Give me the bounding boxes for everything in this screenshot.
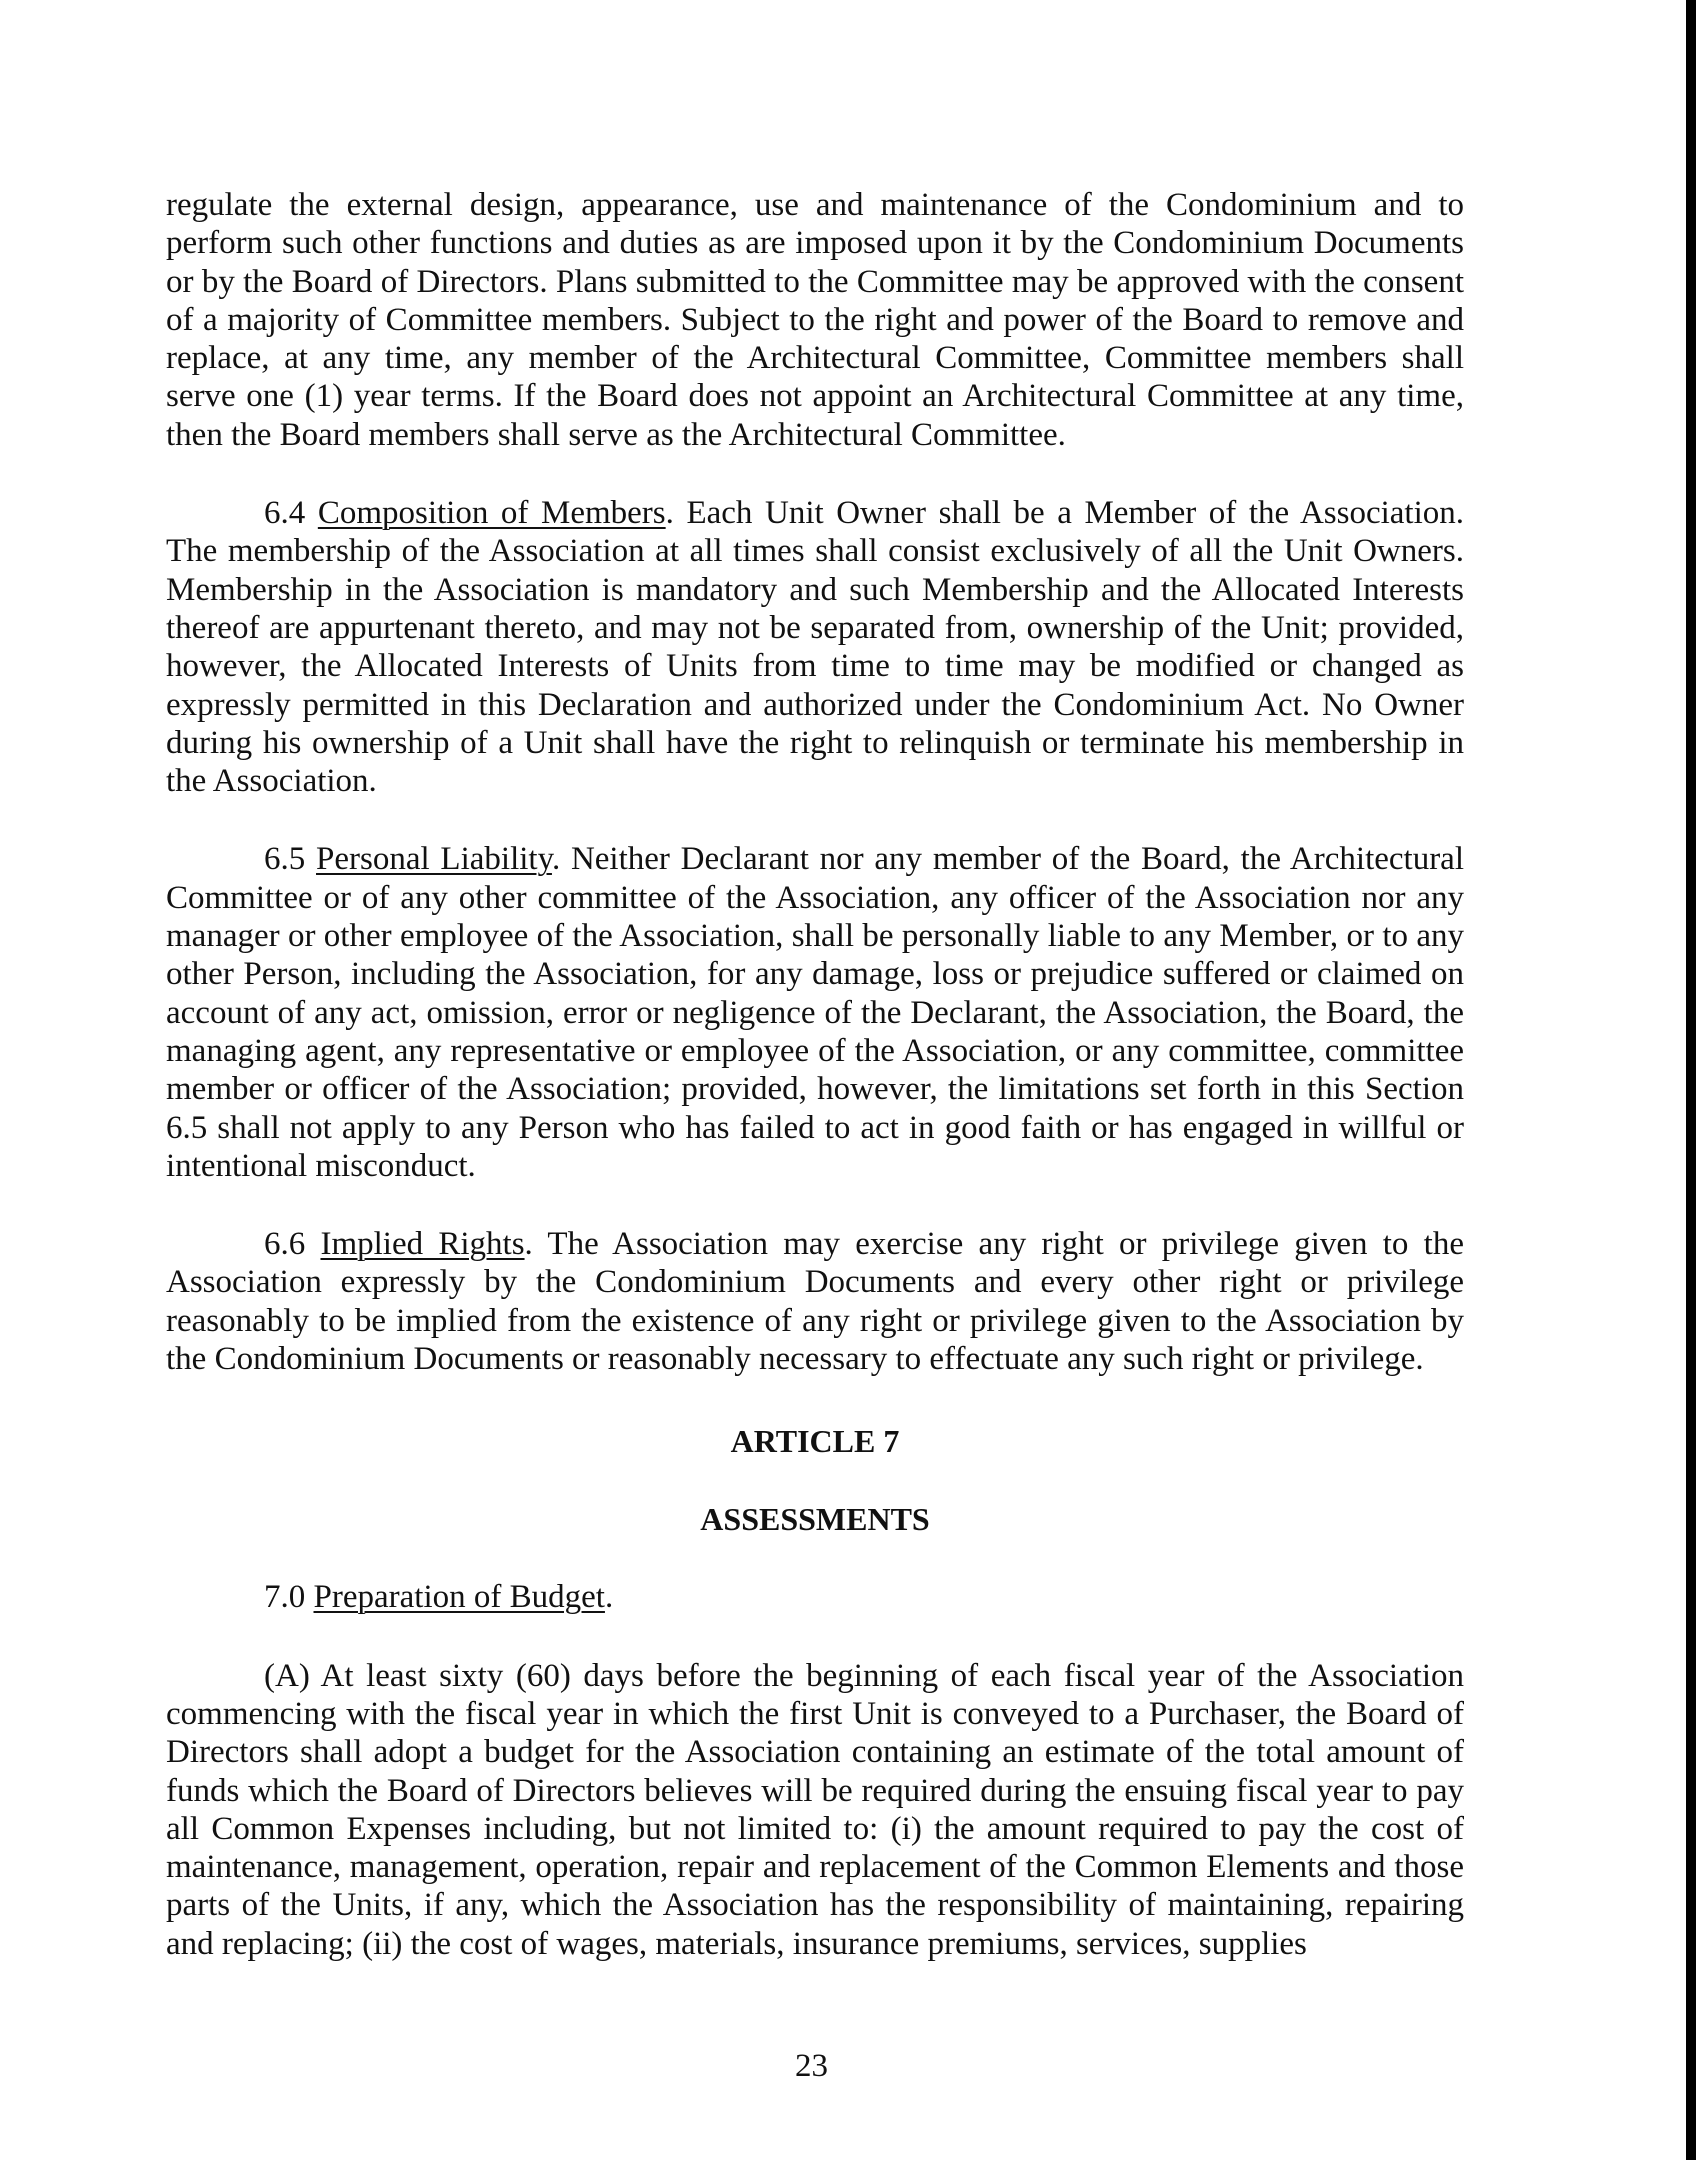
scan-edge-border: [1686, 0, 1696, 2160]
section-6-5-title: Personal Liability: [316, 841, 552, 878]
article-subheading: ASSESSMENTS: [700, 1501, 930, 1538]
section-6-5-number: 6.5: [264, 841, 306, 878]
page-number: 23: [795, 2048, 828, 2084]
article-heading: ARTICLE 7: [730, 1423, 900, 1460]
section-6-5-body: Neither Declarant nor any member of the Board, the Architectural Committee or of any other committee of the Association, any officer of the Association nor any manager or other employee of the Association, shall be personally liable to any Member, or to any other Person, including the Association, for any damage, loss or prejudice suffered or claimed on account of any act, omission, error or negligence of the Declarant, the Association, the Board, the managing agent, any representative or employee of the Association, or any committee, committee member or officer of the Association; provided, however, the limitations set forth in this Section 6.5 shall not apply to any Person who has failed to act in good faith or has engaged in willful or intentional misconduct.: [166, 841, 1465, 1184]
document-page: [166, 186, 1464, 1963]
section-6-6-number: 6.6: [264, 1226, 306, 1263]
continuation-paragraph: regulate the external design, appearance, use and maintenance of the Condominium and to perform such other functions and duties as are imposed upon it by the Condominium Documents or by the Board of Directors. Plans submitted to the Committee may be approved with the consent of a majority of Committee members. Subject to the right and power of the Board to remove and replace, at any time, any member of the Architectural Committee, Committee members shall serve one (1) year terms. If the Board does not appoint an Architectural Committee at any time, then the Board members shall serve as the Architectural Committee.: [166, 187, 1464, 453]
section-6-4-number: 6.4: [264, 495, 306, 532]
section-7-0-number: 7.0: [264, 1579, 306, 1616]
section-6-6-body: The Association may exercise any right or privilege given to the Association expressly by the Condominium Documents and every other right or privilege reasonably to be implied from the existence of any right or privilege given to the Association by the Condominium Documents or reasonably necessary to effectuate any such right or privilege.: [166, 1226, 1464, 1378]
section-6-4: 6.4 Composition of Members. Each Unit Owner shall be a Member of the Association. The membership of the Association at all times shall consist exclusively of all the Unit Owners. Membership in the Association is mandatory and such Membership and the Allocated Interests thereof are appurtenant thereto, and may not be separated from, ownership of the Unit; provided, however, the Allocated Interests of Units from time to time may be modified or changed as expressly permitted in this Declaration and authorized under the Condominium Act. No Owner during his ownership of a Unit shall have the right to relinquish or terminate his membership in the Association.: [166, 495, 1465, 800]
section-7-0: 7.0 Preparation of Budget.: [264, 1579, 614, 1616]
section-7-0-a: (A) At least sixty (60) days before the beginning of each fiscal year of the Association commencing with the fiscal year in which the first Unit is conveyed to a Purchaser, the Board of Directors shall adopt a budget for the Association containing an estimate of the total amount of funds which the Board of Directors believes will be required during the ensuing fiscal year to pay all Common Expenses including, but not limited to: (i) the amount required to pay the cost of maintenance, management, operation, repair and replacement of the Common Elements and those parts of the Units, if any, which the Association has the responsibility of maintaining, repairing and replacing; (ii) the cost of wages, materials, insurance premiums, services, supplies: [166, 1657, 1464, 1962]
section-7-0-title: Preparation of Budget: [313, 1579, 605, 1616]
section-6-6: 6.6 Implied Rights. The Association may exercise any right or privilege given to the Association expressly by the Condominium Documents and every other right or privilege reasonably to be implied from the existence of any right or privilege given to the Association by the Condominium Documents or reasonably necessary to effectuate any such right or privilege.: [166, 1226, 1464, 1378]
section-6-4-title: Composition of Members: [317, 495, 666, 532]
section-6-5: 6.5 Personal Liability. Neither Declarant nor any member of the Board, the Architectural Committee or of any other committee of the Association, any officer of the Association nor any manager or other employee of the Association, shall be personally liable to any Member, or to any other Person, including the Association, for any damage, loss or prejudice suffered or claimed on account of any act, omission, error or negligence of the Declarant, the Association, the Board, the managing agent, any representative or employee of the Association, or any committee, committee member or officer of the Association; provided, however, the limitations set forth in this Section 6.5 shall not apply to any Person who has failed to act in good faith or has engaged in willful or intentional misconduct.: [166, 841, 1465, 1184]
section-6-6-title: Implied Rights: [320, 1226, 525, 1263]
section-6-4-body: Each Unit Owner shall be a Member of the Association. The membership of the Association at all times shall consist exclusively of all the Unit Owners. Membership in the Association is mandatory and such Membership and the Allocated Interests thereof are appurtenant thereto, and may not be separated from, ownership of the Unit; provided, however, the Allocated Interests of Units from time to time may be modified or changed as expressly permitted in this Declaration and authorized under the Condominium Act. No Owner during his ownership of a Unit shall have the right to relinquish or terminate his membership in the Association.: [166, 495, 1465, 800]
